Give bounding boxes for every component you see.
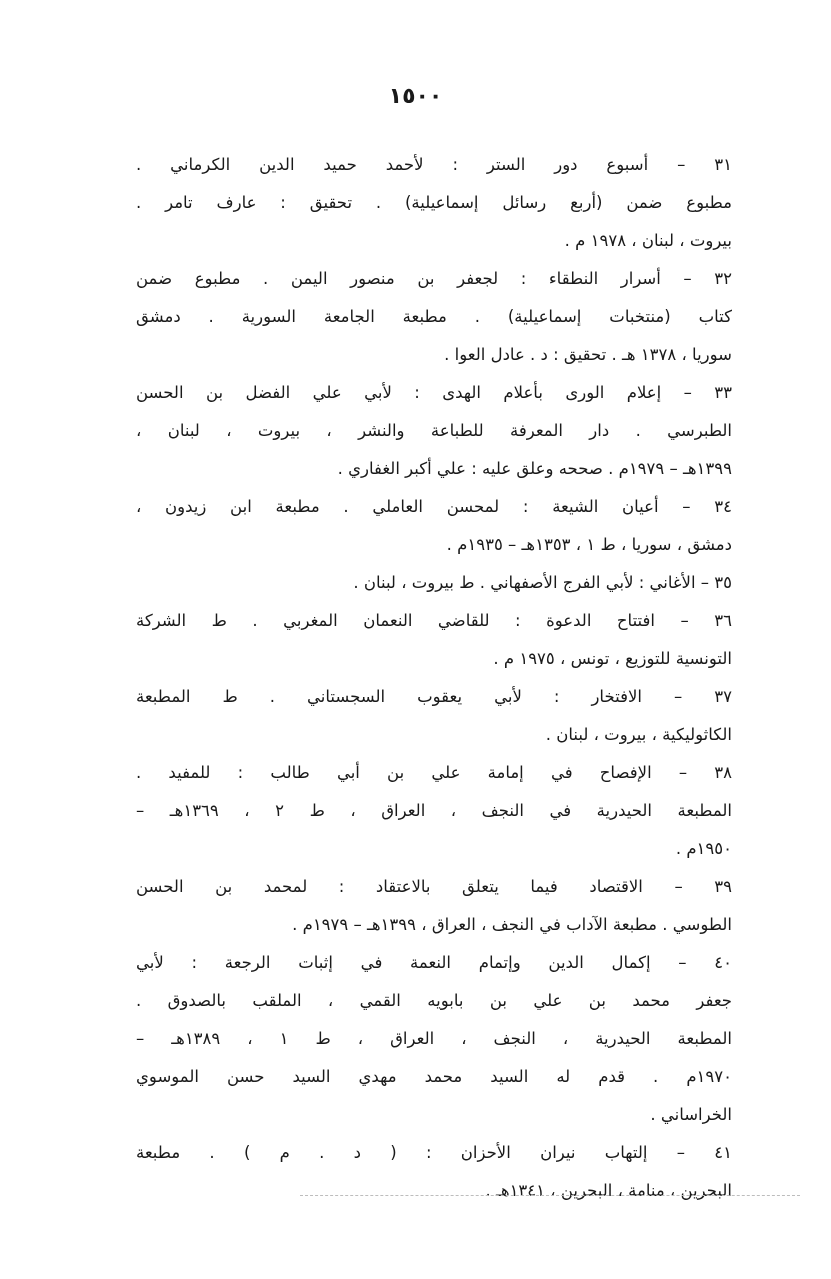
entry-line: ٣١ – أسبوع دور الستر : لأحمد حميد الدين الكرماني . — [136, 155, 732, 174]
entry-line: الخراساني . — [650, 1105, 732, 1124]
bibliography-entry — [136, 754, 732, 868]
bibliography-entry — [136, 564, 732, 602]
bibliography-entry — [136, 1134, 732, 1210]
entry-line: ٣٦ – افتتاح الدعوة : للقاضي النعمان المغربي . ط الشركة — [136, 611, 732, 630]
entry-line: ٣٥ – الأغاني : لأبي الفرج الأصفهاني . ط بيروت ، لبنان . — [353, 573, 732, 592]
bibliography-entry — [136, 488, 732, 564]
bibliography-entry — [136, 146, 732, 260]
entry-line: كتاب (منتخبات إسماعيلية) . مطبعة الجامعة السورية . دمشق — [136, 307, 732, 326]
entry-line: سوريا ، ١٣٧٨ هـ . تحقيق : د . عادل العوا . — [444, 345, 732, 364]
bibliography-entry — [136, 260, 732, 374]
entry-line: دمشق ، سوريا ، ط ١ ، ١٣٥٣هـ – ١٩٣٥م . — [446, 535, 732, 554]
bibliography-entry — [136, 374, 732, 488]
footer-rule — [300, 1195, 800, 1196]
entry-line: ٣٤ – أعيان الشيعة : لمحسن العاملي . مطبعة ابن زيدون ، — [136, 497, 732, 516]
entry-line: الكاثوليكية ، بيروت ، لبنان . — [545, 725, 732, 744]
entry-line: مطبوع ضمن (أربع رسائل إسماعيلية) . تحقيق : عارف تامر . — [136, 193, 732, 212]
entry-line: ٣٩ – الاقتصاد فيما يتعلق بالاعتقاد : لمحمد بن الحسن — [136, 877, 732, 896]
entry-line: جعفر محمد بن علي بن بابويه القمي ، الملقب بالصدوق . — [136, 991, 732, 1010]
bibliography-entry — [136, 678, 732, 754]
entry-line: البحرين ، منامة ، البحرين ، ١٣٤١هـ . — [485, 1181, 732, 1200]
entry-line: ١٩٥٠م . — [675, 839, 732, 858]
bibliography-list — [136, 146, 732, 1210]
page-number: ١٥٠٠ — [388, 84, 443, 109]
entry-line: بيروت ، لبنان ، ١٩٧٨ م . — [564, 231, 732, 250]
entry-line: الطوسي . مطبعة الآداب في النجف ، العراق ، ١٣٩٩هـ – ١٩٧٩م . — [292, 915, 732, 934]
entry-line: المطبعة الحيدرية ، النجف ، العراق ، ط ١ ، ١٣٨٩هـ – — [136, 1029, 732, 1048]
entry-line: ٤٠ – إكمال الدين وإتمام النعمة في إثبات الرجعة : لأبي — [136, 953, 732, 972]
bibliography-entry — [136, 602, 732, 678]
bibliography-entry — [136, 944, 732, 1134]
bibliography-entry — [136, 868, 732, 944]
entry-line: المطبعة الحيدرية في النجف ، العراق ، ط ٢ ، ١٣٦٩هـ – — [136, 801, 732, 820]
entry-line: الطبرسي . دار المعرفة للطباعة والنشر ، بيروت ، لبنان ، — [136, 421, 732, 440]
entry-line: ١٩٧٠م . قدم له السيد محمد مهدي السيد حسن الموسوي — [136, 1067, 732, 1086]
entry-line: ٤١ – إلتهاب نيران الأحزان : ( د . م ) . مطبعة — [136, 1143, 732, 1162]
entry-line: ٣٧ – الافتخار : لأبي يعقوب السجستاني . ط المطبعة — [136, 687, 732, 706]
entry-line: ٣٨ – الإفصاح في إمامة علي بن أبي طالب : للمفيد . — [136, 763, 732, 782]
entry-line: ٣٣ – إعلام الورى بأعلام الهدى : لأبي علي الفضل بن الحسن — [136, 383, 732, 402]
entry-line: ٣٢ – أسرار النطقاء : لجعفر بن منصور اليمن . مطبوع ضمن — [136, 269, 732, 288]
entry-line: ١٣٩٩هـ – ١٩٧٩م . صححه وعلق عليه : علي أكبر الغفاري . — [337, 459, 732, 478]
entry-line: التونسية للتوزيع ، تونس ، ١٩٧٥ م . — [493, 649, 732, 668]
